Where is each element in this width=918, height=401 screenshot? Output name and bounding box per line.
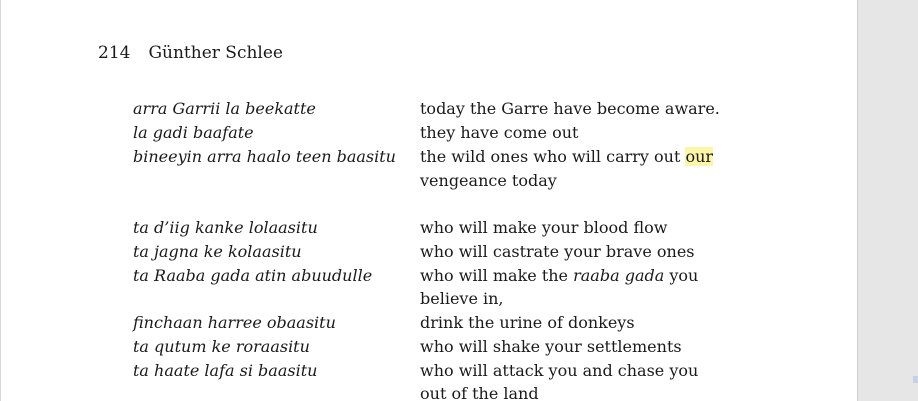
- oromo-line: ta haate lafa si baasitu: [133, 361, 318, 380]
- italic-term: raaba gada: [573, 266, 665, 285]
- english-line: [420, 266, 698, 286]
- english-line: [420, 147, 713, 167]
- english-line-text: you: [664, 266, 699, 285]
- english-line: vengeance today: [420, 171, 557, 190]
- english-line: they have come out: [420, 123, 579, 142]
- english-line: believe in,: [420, 289, 504, 308]
- oromo-line: ta qutum ke roraasitu: [133, 337, 310, 356]
- oromo-line: finchaan harree obaasitu: [133, 313, 336, 332]
- oromo-line: ta d’iig kanke lolaasitu: [133, 218, 318, 237]
- english-line-text: who will make the: [420, 266, 574, 285]
- highlighted-word[interactable]: our: [685, 147, 714, 166]
- oromo-line: arra Garrii la beekatte: [133, 99, 316, 118]
- running-header: [98, 43, 283, 63]
- oromo-line: ta Raaba gada atin abuudulle: [133, 266, 373, 285]
- english-line: who will shake your settlements: [420, 337, 682, 356]
- scroll-marker[interactable]: [913, 376, 918, 383]
- english-line: today the Garre have become aware.: [420, 99, 720, 118]
- english-line: who will make your blood flow: [420, 218, 668, 237]
- oromo-line: bineeyin arra haalo teen baasitu: [133, 147, 396, 166]
- english-line: who will attack you and chase you: [420, 361, 699, 380]
- viewer-margin: [858, 0, 918, 401]
- english-line: out of the land: [420, 384, 539, 401]
- english-line: who will castrate your brave ones: [420, 242, 695, 261]
- english-line-text: the wild ones who will carry out: [420, 147, 686, 166]
- author-name: Günther Schlee: [148, 43, 283, 63]
- page-number: 214: [98, 43, 131, 63]
- oromo-line: ta jagna ke kolaasitu: [133, 242, 302, 261]
- english-line: drink the urine of donkeys: [420, 313, 635, 332]
- oromo-line: la gadi baafate: [133, 123, 254, 142]
